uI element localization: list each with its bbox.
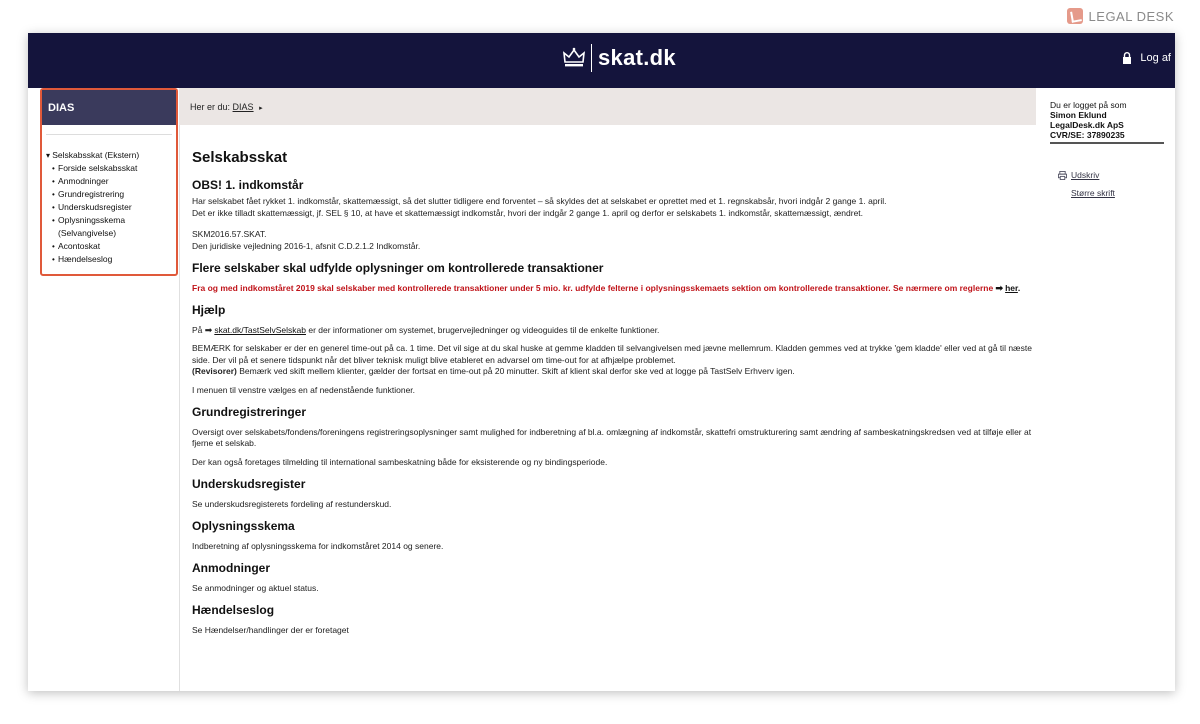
transactions-paragraph: Fra og med indkomståret 2019 skal selskaber med kontrollerede transaktioner under 5 mio. kr. udfylde felterne i oplysningsskemaets sektion om kontrollerede transaktioner. Se nærmere om reglerne ➡ her. bbox=[192, 282, 1021, 293]
larger-font-label: Større skrift bbox=[1071, 188, 1115, 198]
dias-menu-box bbox=[40, 88, 178, 276]
oplys-paragraph: Indberetning af oplysningsskema for indkomståret 2014 og senere. bbox=[192, 540, 444, 551]
print-label: Udskriv bbox=[1071, 170, 1100, 180]
under-paragraph: Se underskudsregisterets fordeling af restunderskud. bbox=[192, 498, 392, 509]
right-panel bbox=[1036, 88, 1175, 691]
help-revisorer-label: (Revisorer) bbox=[192, 366, 237, 376]
logout-button[interactable] bbox=[1122, 52, 1171, 64]
page-title: Selskabsskat bbox=[192, 149, 288, 166]
sidebar-item-acontoskat[interactable]: • Acontoskat bbox=[46, 240, 176, 253]
anmod-heading: Anmodninger bbox=[192, 561, 270, 575]
help-heading: Hjælp bbox=[192, 303, 226, 317]
logo-text: skat.dk bbox=[598, 45, 676, 70]
logged-in-label: Du er logget på som bbox=[1050, 100, 1127, 110]
legaldesk-brand bbox=[1067, 8, 1174, 24]
under-heading: Underskudsregister bbox=[192, 477, 306, 491]
help-suffix: er der informationer om systemet, brugervejledninger og videoguides til de enkelte funktioner. bbox=[308, 324, 660, 335]
larger-font-button[interactable] bbox=[1058, 184, 1115, 202]
obs-heading: OBS! 1. indkomstår bbox=[192, 177, 304, 192]
haend-paragraph: Se Hændelser/handlinger der er foretaget bbox=[192, 624, 349, 635]
obs-ref-1: SKM2016.57.SKAT. bbox=[192, 229, 267, 239]
help-revisorer-text: Bemærk ved skift mellem klienter, gælder der fortsat en time-out på 20 minutter. Skift af klient skal derfor ske ved at logge på TastSelv Erhverv igen. bbox=[239, 366, 795, 376]
anmod-paragraph: Se anmodninger og aktuel status. bbox=[192, 582, 319, 593]
logout-label: Log af bbox=[1140, 52, 1171, 64]
haend-heading: Hændelseslog bbox=[192, 603, 275, 617]
sidebar-divider bbox=[46, 134, 172, 135]
breadcrumb-prefix: Her er du: bbox=[190, 102, 231, 112]
grund-paragraph-2: Der kan også foretages tilmelding til international sambeskatning både for eksisterende og ny bindingsperiode. bbox=[192, 456, 608, 467]
main-content bbox=[192, 125, 1042, 643]
login-info bbox=[1050, 100, 1164, 144]
skat-logo[interactable] bbox=[562, 44, 676, 72]
company-name: LegalDesk.dk ApS bbox=[1050, 120, 1124, 130]
obs-paragraph bbox=[192, 196, 1042, 219]
sidebar-item-underskudsregister[interactable]: • Underskudsregister bbox=[46, 201, 176, 214]
lock-icon bbox=[1122, 52, 1132, 64]
page-tools bbox=[1058, 166, 1115, 202]
tastselv-link[interactable]: skat.dk/TastSelvSelskab bbox=[214, 324, 306, 335]
help-paragraph-3: I menuen til venstre vælges en af nedenstående funktioner. bbox=[192, 384, 416, 395]
grund-paragraph-1: Oversigt over selskabets/fondens/foreningens registreringsoplysninger samt mulighed for indberetning af bl.a. omlægning af indkomstår, skattefri omstrukturering samt ændring af sambeskatningskredsen ved at tilføje eller at fjerne et selskab. bbox=[192, 426, 1032, 448]
oplys-heading: Oplysningsskema bbox=[192, 519, 295, 533]
breadcrumb bbox=[179, 88, 1036, 125]
help-prefix: På bbox=[192, 324, 203, 335]
sidebar-item-anmodninger[interactable]: • Anmodninger bbox=[46, 175, 176, 188]
transactions-text: Fra og med indkomståret 2019 skal selskaber med kontrollerede transaktioner under 5 mio. kr. udfylde felterne i oplysningsskemaets sektion om kontrollerede transaktioner. Se nærmere om reglerne bbox=[192, 282, 994, 293]
obs-line-1: Har selskabet fået rykket 1. indkomstår, skattemæssigt, så det slutter tidligere end forventet – så skyldes det at selskabet er oprettet med et 1. regnskabsår, hvori indgår 2 gange 1. april. bbox=[192, 196, 887, 206]
sidebar-item-oplysningsskema[interactable]: • Oplysningsskema (Selvangivelse) bbox=[46, 214, 176, 240]
obs-ref-2: Den juridiske vejledning 2016-1, afsnit C.D.2.1.2 Indkomstår. bbox=[192, 240, 421, 251]
breadcrumb-link-dias[interactable]: DIAS bbox=[232, 102, 254, 112]
help-paragraph-1 bbox=[192, 325, 1042, 337]
sidebar-item-forside[interactable]: • Forside selskabsskat bbox=[46, 162, 176, 175]
printer-icon bbox=[1058, 171, 1067, 180]
help-timeout-text: BEMÆRK for selskaber er der en generel time-out på ca. 1 time. Det vil sige at du skal huske at gemme kladden til selvangivelsen med jævne mellemrum. Kladden gemmes ved at trykke 'gem kladde' eller ved at gå til næste side. Der vil på et senere tidspunkt når det bliver teknisk muligt blive etableret en advarsel om time-out for at afhjælpe problemet. bbox=[192, 343, 1032, 365]
brand-label: LEGAL DESK bbox=[1088, 8, 1174, 24]
sidebar-item-haendelseslog[interactable]: • Hændelseslog bbox=[46, 253, 176, 266]
user-name: Simon Eklund bbox=[1050, 110, 1107, 120]
help-paragraph-2 bbox=[192, 343, 1042, 378]
grund-heading: Grundregistreringer bbox=[192, 405, 307, 419]
sidebar bbox=[28, 88, 180, 691]
obs-line-2: Det er ikke tilladt skattemæssigt, jf. SEL § 10, at have et skattemæssigt indkomstår, hvori der indgår 2 gange 1. april og derfor er selskabets 1. indkomstår, skattemæssigt, ændret. bbox=[192, 207, 864, 218]
arrow-right-icon: ➡ bbox=[204, 324, 213, 335]
print-button[interactable] bbox=[1058, 166, 1115, 184]
transactions-heading: Flere selskaber skal udfylde oplysninger om kontrollerede transaktioner bbox=[192, 261, 604, 275]
logo-separator bbox=[591, 44, 592, 72]
legaldesk-logo-icon bbox=[1067, 8, 1083, 24]
top-bar bbox=[28, 33, 1175, 88]
sidebar-item-grundregistrering[interactable]: • Grundregistrering bbox=[46, 188, 176, 201]
sidebar-menu bbox=[46, 149, 176, 266]
arrow-right-icon: ➡ bbox=[995, 282, 1004, 293]
sidebar-item-selskabsskat[interactable]: ▾ Selskabsskat (Ekstern) bbox=[46, 149, 176, 162]
breadcrumb-arrow-icon: ▸ bbox=[259, 105, 263, 112]
obs-references bbox=[192, 229, 1042, 252]
crown-icon bbox=[562, 47, 586, 69]
dias-title: DIAS bbox=[42, 90, 176, 125]
transactions-link[interactable]: her bbox=[1005, 282, 1018, 293]
browser-window bbox=[28, 33, 1175, 691]
cvr-number: CVR/SE: 37890235 bbox=[1050, 130, 1125, 140]
